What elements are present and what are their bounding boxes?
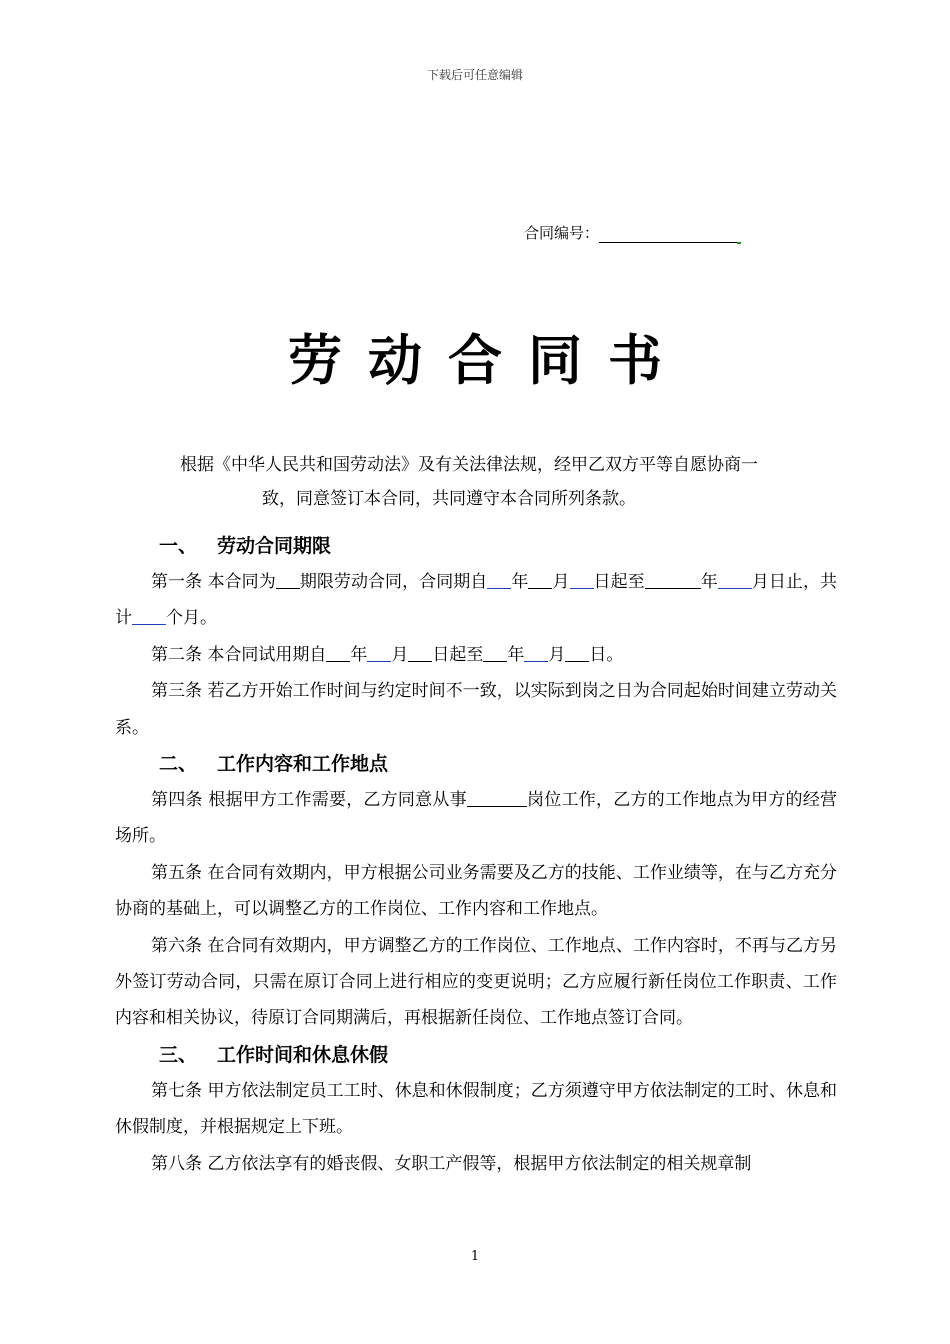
article-text: 年 <box>350 644 368 665</box>
section-number: 三、 <box>159 1043 198 1066</box>
article-text: 第四条 根据甲方工作需要，乙方同意从事 <box>151 790 467 811</box>
header-note: 下载后可任意编辑 <box>426 68 523 82</box>
article-text: 日。 <box>589 644 624 665</box>
article-5: 第五条 在合同有效期内，甲方根据公司业务需要及乙方的技能、工作业绩等，在与乙方充分协商的基础上，可以调整乙方的工作岗位、工作内容和工作地点。 <box>115 862 837 920</box>
fill-blank <box>570 572 594 589</box>
section-heading-2 <box>115 746 837 782</box>
article-text: 月日止，共计 <box>115 572 838 629</box>
article-3: 第三条 若乙方开始工作时间与约定时间不一致，以实际到岗之日为合同起始时间建立劳动关系。 <box>115 681 837 738</box>
page-number: 1 <box>470 1249 480 1264</box>
contract-number-line <box>524 222 741 243</box>
section-heading-1 <box>115 528 837 564</box>
contract-number-blank <box>599 226 741 243</box>
fill-blank <box>645 572 701 589</box>
fill-blank <box>408 645 432 662</box>
fill-blank <box>367 645 391 662</box>
article-text: 个月。 <box>166 608 217 629</box>
fill-blank <box>524 645 548 662</box>
intro-paragraph <box>180 448 840 516</box>
article-text: 第二条 本合同试用期自 <box>151 644 327 665</box>
article-text: 期限劳动合同，合同期自 <box>299 572 488 592</box>
article-text: 年 <box>507 644 525 665</box>
section-number: 二、 <box>159 753 198 776</box>
contract-body <box>115 528 837 1182</box>
section-heading-3 <box>115 1037 837 1073</box>
article-text: 年 <box>700 572 718 592</box>
fill-blank <box>132 608 166 625</box>
fill-blank <box>467 790 527 807</box>
section-title: 劳动合同期限 <box>217 535 332 557</box>
document-title: 劳动合同书 <box>288 329 688 392</box>
article-8: 第八条 乙方依法享有的婚丧假、女职工产假等，根据甲方依法制定的相关规章制 <box>151 1153 752 1174</box>
article-text: 月 <box>548 644 566 665</box>
article-text: 岗位工作，乙方的工作地点为甲方的经营场所。 <box>115 790 838 847</box>
intro-line-2: 致，同意签订本合同，共同遵守本合同所列条款。 <box>262 489 636 509</box>
article-text: 月 <box>391 644 409 665</box>
fill-blank <box>326 645 350 662</box>
fill-blank <box>528 572 552 589</box>
fill-blank <box>718 572 752 589</box>
article-7: 第七条 甲方依法制定员工工时、休息和休假制度；乙方须遵守甲方依法制定的工时、休息和休假制度，并根据规定上下班。 <box>115 1080 837 1138</box>
fill-blank <box>276 572 300 589</box>
article-1 <box>115 564 837 637</box>
fill-blank <box>483 645 507 662</box>
fill-blank <box>565 645 589 662</box>
section-title: 工作内容和工作地点 <box>217 753 389 776</box>
section-number: 一、 <box>159 535 198 557</box>
section-title: 工作时间和休息休假 <box>217 1043 389 1066</box>
article-text: 日起至 <box>432 644 484 665</box>
article-2 <box>115 637 837 673</box>
contract-number-label: 合同编号： <box>524 224 600 242</box>
article-text: 年 <box>511 572 529 592</box>
intro-line-1: 根据《中华人民共和国劳动法》及有关法律法规，经甲乙双方平等自愿协商一 <box>180 455 758 475</box>
article-6: 第六条 在合同有效期内，甲方调整乙方的工作岗位、工作地点、工作内容时，不再与乙方另外签订劳动合同，只需在原订合同上进行相应的变更说明；乙方应履行新任岗位工作职责、工作内容和相关协议，待原订合同期满后，再根据新任岗位、工作地点签订合同。 <box>115 935 837 1029</box>
fill-blank <box>487 572 511 589</box>
article-text: 日起至 <box>593 572 645 592</box>
article-text: 第一条 本合同为 <box>151 572 276 592</box>
article-text: 月 <box>552 572 570 592</box>
article-4 <box>115 782 837 855</box>
